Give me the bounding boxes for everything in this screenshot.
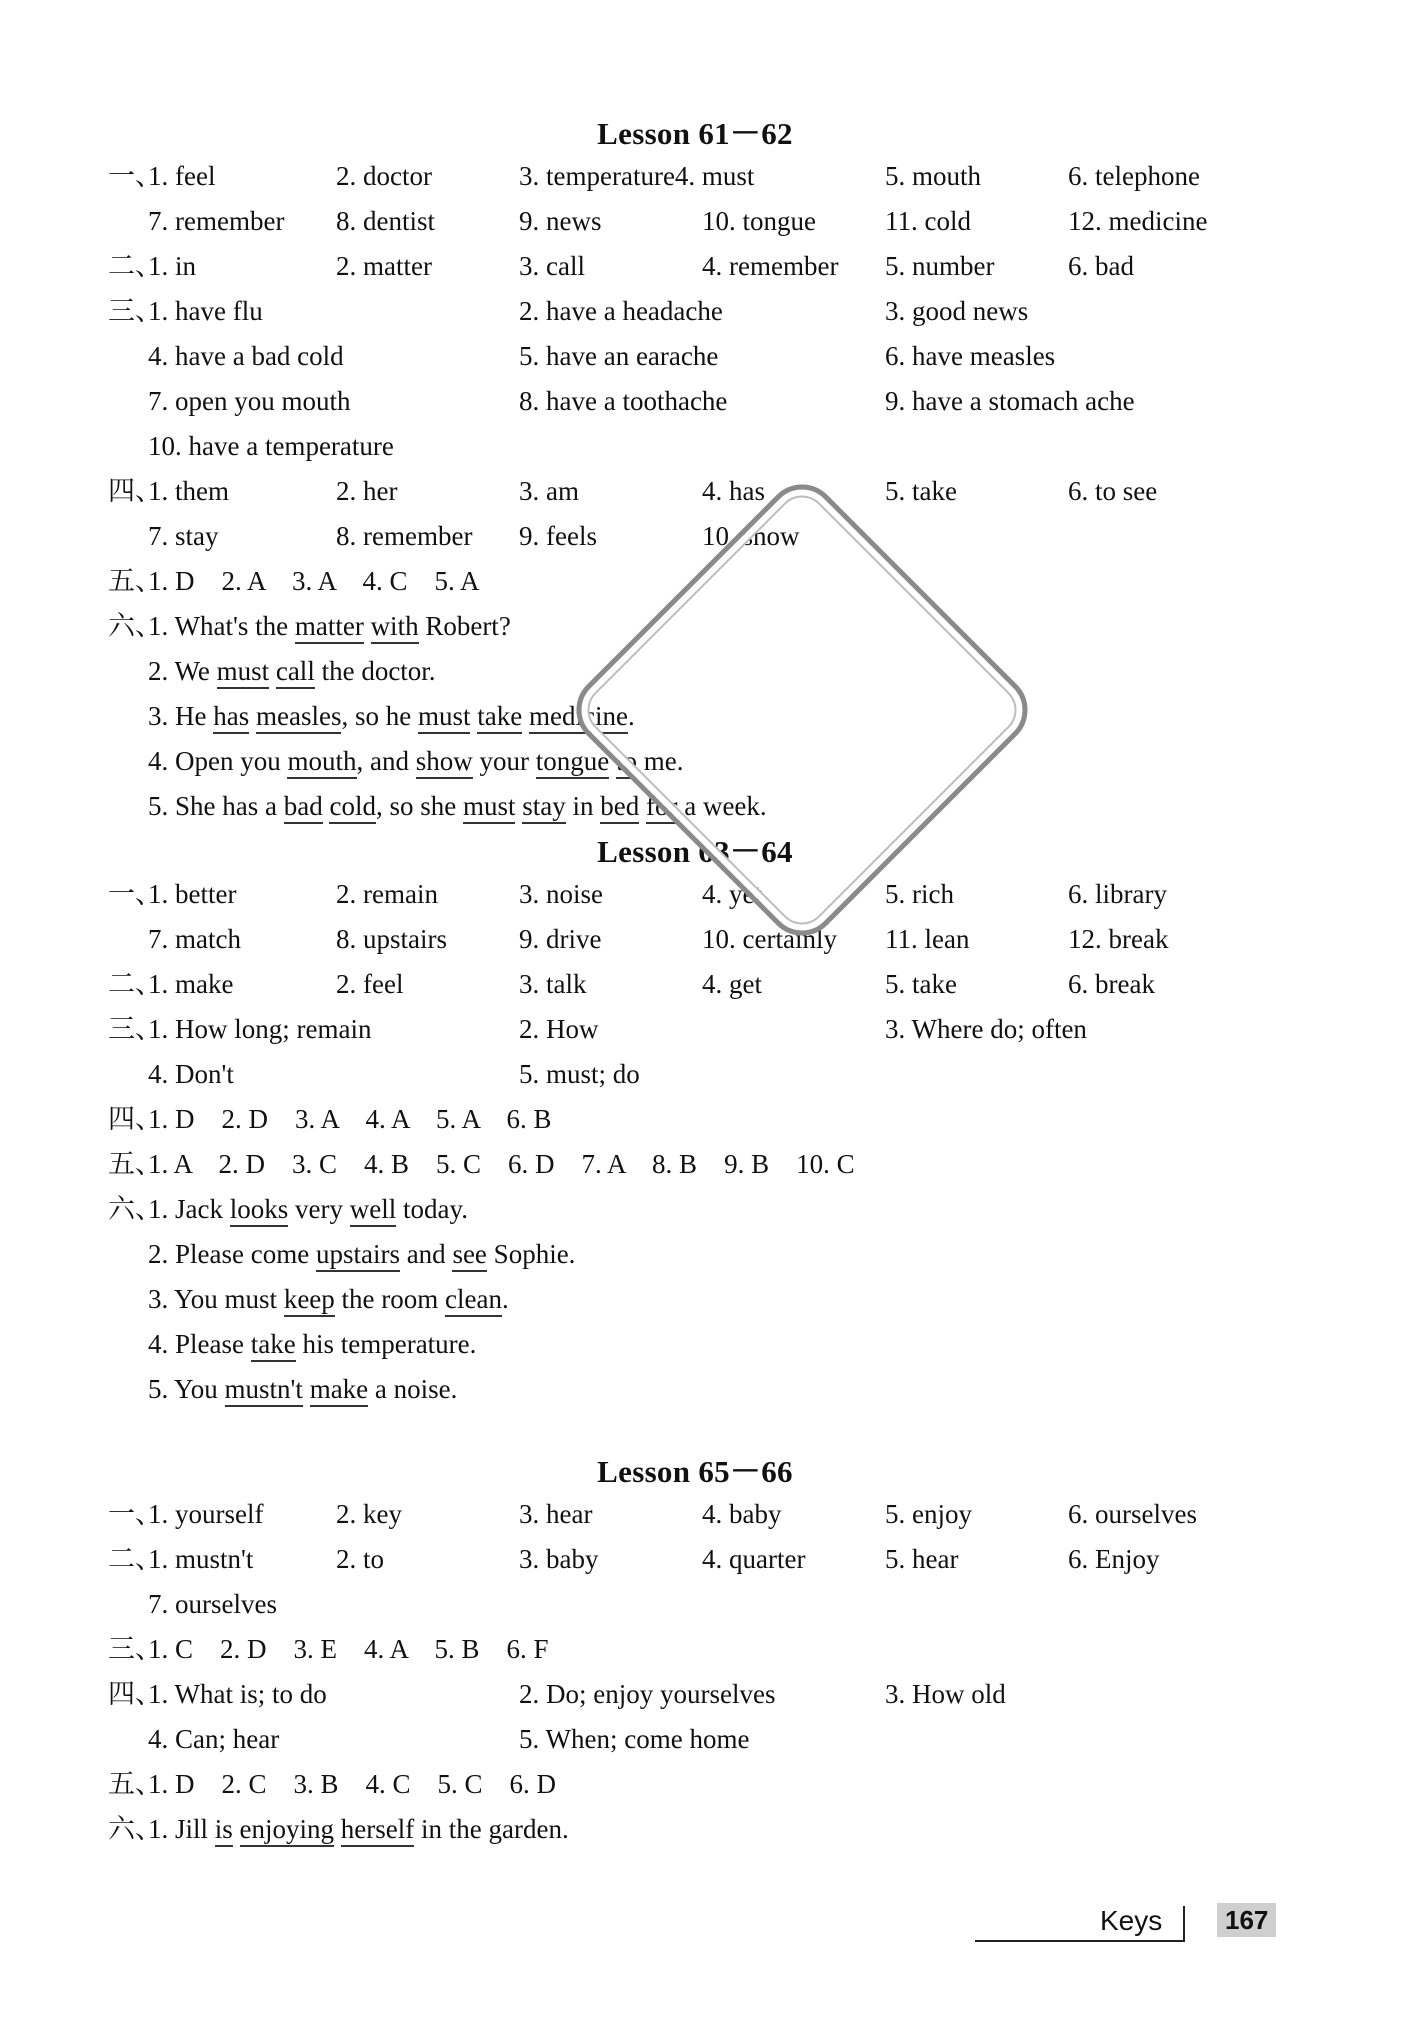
- answer-cell: 4. quarter: [702, 1544, 806, 1574]
- answer-cell: 10. show: [702, 521, 800, 551]
- sentence-text: 1. What's the: [148, 611, 295, 641]
- answer-cell: 1. better: [148, 879, 237, 909]
- answer-cell: 5. When; come home: [519, 1724, 750, 1754]
- underlined-answer: to: [616, 746, 637, 779]
- answer-cell: 2. to: [336, 1544, 385, 1574]
- underlined-answer: keep: [284, 1284, 335, 1317]
- answer-cell: 3. baby: [519, 1544, 599, 1574]
- answer-cell: 1. have flu: [148, 296, 263, 326]
- sentence: [148, 1232, 575, 1276]
- answer-line: [0, 1492, 1340, 1536]
- answer-line: [0, 962, 1340, 1006]
- answer-cell: 1. make: [148, 969, 234, 999]
- answer-line: [0, 1007, 1340, 1051]
- answer-cell: 11. cold: [885, 206, 971, 236]
- answer-line: [0, 1762, 1340, 1806]
- answer-cell: 5. must; do: [519, 1059, 640, 1089]
- answer-cell: 3. good news: [885, 296, 1029, 326]
- answer-cell: 1. yourself: [148, 1499, 264, 1529]
- section-title: Lesson 61－62: [597, 116, 793, 151]
- answer-line: [0, 1232, 1340, 1276]
- sentence: [148, 739, 684, 783]
- answer-cell: 1. D 2. A 3. A 4. C 5. A: [148, 566, 480, 596]
- sentence: [148, 784, 767, 828]
- answer-line: [0, 1097, 1340, 1141]
- answer-cell: 9. have a stomach ache: [885, 386, 1135, 416]
- answer-cell: 5. have an earache: [519, 341, 719, 371]
- sentence-text: [609, 746, 616, 776]
- sentence-text: 5. She has a: [148, 791, 284, 821]
- sentence-text: me.: [637, 746, 684, 776]
- underlined-answer: well: [350, 1194, 397, 1227]
- footer-label: Keys: [1100, 1905, 1163, 1936]
- underlined-answer: upstairs: [316, 1239, 400, 1272]
- answer-cell: 3. How old: [885, 1679, 1006, 1709]
- sentence-text: a noise.: [368, 1374, 458, 1404]
- answer-line: [0, 1187, 1340, 1231]
- underlined-answer: call: [276, 656, 315, 689]
- item-number: 四、: [108, 1679, 162, 1709]
- sentence: [148, 1187, 468, 1231]
- answer-cell: 6. have measles: [885, 341, 1056, 371]
- sentence-text: [233, 1814, 240, 1844]
- answer-cell: 3. talk: [519, 969, 587, 999]
- answer-line: [0, 1277, 1340, 1321]
- answer-cell: 4. have a bad cold: [148, 341, 344, 371]
- answer-cell: 5. take: [885, 969, 957, 999]
- answer-cell: 6. break: [1068, 969, 1155, 999]
- item-number: 五、: [108, 566, 162, 596]
- answer-cell: 2. her: [336, 476, 398, 506]
- answer-cell: 5. hear: [885, 1544, 959, 1574]
- answer-cell: 2. have a headache: [519, 296, 723, 326]
- answer-line: [0, 1052, 1340, 1096]
- underlined-answer: must: [463, 791, 516, 824]
- answer-cell: 2. key: [336, 1499, 402, 1529]
- answer-line: [0, 694, 1340, 738]
- item-number: 六、: [108, 1194, 162, 1224]
- answer-cell: 4. get: [702, 969, 762, 999]
- sentence-text: [303, 1374, 310, 1404]
- answer-cell: 4. has: [702, 476, 765, 506]
- item-number: 一、: [108, 161, 162, 191]
- answer-line: [0, 559, 1340, 603]
- sentence-text: very: [288, 1194, 350, 1224]
- answer-cell: 2. remain: [336, 879, 438, 909]
- underlined-answer: is: [215, 1814, 233, 1847]
- sentence-text: in the garden.: [414, 1814, 569, 1844]
- sentence-text: , so he: [341, 701, 418, 731]
- answer-line: [0, 289, 1340, 333]
- item-number: 二、: [108, 969, 162, 999]
- sentence-text: 5. You: [148, 1374, 225, 1404]
- underlined-answer: bed: [600, 791, 639, 824]
- underlined-answer: mustn't: [225, 1374, 303, 1407]
- underlined-answer: take: [477, 701, 522, 734]
- sentence-text: , so she: [375, 791, 463, 821]
- item-number: 一、: [108, 1499, 162, 1529]
- footer-rule: [975, 1940, 1183, 1942]
- answer-line: [0, 334, 1340, 378]
- underlined-answer: bad: [284, 791, 323, 824]
- sentence-text: 2. Please come: [148, 1239, 316, 1269]
- sentence-text: 4. Open you: [148, 746, 288, 776]
- answer-cell: 5. take: [885, 476, 957, 506]
- sentence-text: his temperature.: [295, 1329, 477, 1359]
- sentence-text: 1. Jack: [148, 1194, 230, 1224]
- sentence-text: [269, 656, 276, 686]
- sentence-text: [639, 791, 646, 821]
- answer-cell: 3. hear: [519, 1499, 593, 1529]
- answer-line: [0, 917, 1340, 961]
- answer-line: [0, 469, 1340, 513]
- answer-cell: 1. How long; remain: [148, 1014, 372, 1044]
- answer-cell: 7. match: [148, 924, 241, 954]
- answer-cell: 1. mustn't: [148, 1544, 254, 1574]
- sentence-text: [364, 611, 371, 641]
- item-number: 六、: [108, 1814, 162, 1844]
- underlined-answer: for: [646, 791, 677, 824]
- underlined-answer: clean: [445, 1284, 502, 1317]
- sentence-text: today.: [396, 1194, 468, 1224]
- sentence-text: the doctor.: [314, 656, 436, 686]
- answer-cell: 1. C 2. D 3. E 4. A 5. B 6. F: [148, 1634, 549, 1664]
- sentence-text: in: [565, 791, 601, 821]
- underlined-answer: medicine: [529, 701, 628, 734]
- answer-cell: 12. medicine: [1068, 206, 1208, 236]
- answer-cell: 6. Enjoy: [1068, 1544, 1160, 1574]
- answer-cell: 6. bad: [1068, 251, 1134, 281]
- answer-line: [0, 649, 1340, 693]
- item-number: 二、: [108, 251, 162, 281]
- answer-cell: 12. break: [1068, 924, 1169, 954]
- sentence-text: [334, 1814, 341, 1844]
- answer-line: [0, 154, 1340, 198]
- sentence-text: .: [627, 701, 635, 731]
- answer-line: [0, 1537, 1340, 1581]
- item-number: 三、: [108, 1014, 162, 1044]
- answer-line: [0, 244, 1340, 288]
- sentence: [148, 1807, 569, 1851]
- sentence: [148, 649, 436, 693]
- underlined-answer: measles: [256, 701, 341, 734]
- answer-cell: 6. to see: [1068, 476, 1158, 506]
- answer-line: [0, 1807, 1340, 1851]
- answer-cell: 1. What is; to do: [148, 1679, 327, 1709]
- answer-line: [0, 604, 1340, 648]
- underlined-answer: cold: [329, 791, 376, 824]
- answer-cell: 3. am: [519, 476, 579, 506]
- underlined-answer: matter: [295, 611, 364, 644]
- answer-cell: 8. upstairs: [336, 924, 447, 954]
- answer-cell: 9. news: [519, 206, 602, 236]
- sentence-text: a week.: [677, 791, 767, 821]
- underlined-answer: stay: [522, 791, 566, 824]
- sentence-text: [522, 701, 529, 731]
- answer-cell: 1. in: [148, 251, 197, 281]
- answer-line: [0, 1322, 1340, 1366]
- answer-cell: 7. stay: [148, 521, 219, 551]
- answer-cell: 5. enjoy: [885, 1499, 972, 1529]
- answer-line: [0, 1582, 1340, 1626]
- underlined-answer: see: [452, 1239, 486, 1272]
- answer-cell: 6. ourselves: [1068, 1499, 1197, 1529]
- answer-cell: 5. rich: [885, 879, 954, 909]
- footer-divider: [1183, 1906, 1185, 1942]
- answer-cell: 4. baby: [702, 1499, 782, 1529]
- item-number: 二、: [108, 1544, 162, 1574]
- section-title: Lesson 65－66: [597, 1454, 793, 1489]
- answer-cell: 5. number: [885, 251, 995, 281]
- sentence-text: 3. He: [148, 701, 214, 731]
- answer-cell: 7. remember: [148, 206, 285, 236]
- answer-cell: 4. remember: [702, 251, 839, 281]
- item-number: 一、: [108, 879, 162, 909]
- sentence-text: your: [472, 746, 536, 776]
- sentence-text: Sophie.: [486, 1239, 576, 1269]
- answer-cell: 9. drive: [519, 924, 602, 954]
- answer-line: [0, 199, 1340, 243]
- answer-line: [0, 1717, 1340, 1761]
- answer-line: [0, 1672, 1340, 1716]
- item-number: 五、: [108, 1769, 162, 1799]
- section-title: Lesson 63－64: [597, 834, 793, 869]
- answer-cell: 1. D 2. D 3. A 4. A 5. A 6. B: [148, 1104, 552, 1134]
- answer-cell: 2. doctor: [336, 161, 432, 191]
- sentence: [148, 604, 511, 648]
- answer-cell: 1. them: [148, 476, 229, 506]
- answer-cell: 10. have a temperature: [148, 431, 394, 461]
- answer-line: [0, 1367, 1340, 1411]
- underlined-answer: mouth: [287, 746, 356, 779]
- answer-line: [0, 1627, 1340, 1671]
- answer-cell: 3. Where do; often: [885, 1014, 1087, 1044]
- underlined-answer: show: [416, 746, 473, 779]
- page-number: 167: [1217, 1903, 1276, 1937]
- answer-cell: 10. certainly: [702, 924, 837, 954]
- underlined-answer: take: [251, 1329, 296, 1362]
- item-number: 四、: [108, 476, 162, 506]
- sentence-text: 1. Jill: [148, 1814, 215, 1844]
- answer-cell: 1. A 2. D 3. C 4. B 5. C 6. D 7. A 8. B 9. B 10. C: [148, 1149, 855, 1179]
- answer-cell: 2. feel: [336, 969, 404, 999]
- sentence: [148, 1322, 476, 1366]
- sentence-text: 4. Please: [148, 1329, 251, 1359]
- underlined-answer: with: [371, 611, 419, 644]
- answer-line: [0, 1142, 1340, 1186]
- item-number: 三、: [108, 296, 162, 326]
- underlined-answer: looks: [230, 1194, 289, 1227]
- answer-cell: 11. lean: [885, 924, 970, 954]
- answer-cell: 3. temperature4. must: [519, 161, 755, 191]
- sentence-text: .: [501, 1284, 509, 1314]
- sentence-text: the room: [334, 1284, 446, 1314]
- answer-cell: 6. telephone: [1068, 161, 1200, 191]
- answer-cell: 2. How: [519, 1014, 599, 1044]
- sentence-text: 3. You must: [148, 1284, 284, 1314]
- sentence: [148, 1277, 509, 1321]
- answer-cell: 8. have a toothache: [519, 386, 728, 416]
- answer-cell: 4. yet: [702, 879, 762, 909]
- underlined-answer: has: [213, 701, 249, 734]
- answer-line: [0, 739, 1340, 783]
- answer-cell: 7. ourselves: [148, 1589, 277, 1619]
- answer-cell: 4. Can; hear: [148, 1724, 280, 1754]
- answer-cell: 6. library: [1068, 879, 1167, 909]
- sentence-text: Robert?: [418, 611, 511, 641]
- answer-cell: 1. feel: [148, 161, 216, 191]
- item-number: 五、: [108, 1149, 162, 1179]
- item-number: 四、: [108, 1104, 162, 1134]
- answer-cell: 2. Do; enjoy yourselves: [519, 1679, 776, 1709]
- answer-cell: 8. dentist: [336, 206, 435, 236]
- underlined-answer: must: [418, 701, 471, 734]
- underlined-answer: herself: [341, 1814, 414, 1847]
- answer-line: [0, 379, 1340, 423]
- answer-cell: 9. feels: [519, 521, 597, 551]
- answer-line: [0, 872, 1340, 916]
- answer-cell: 1. D 2. C 3. B 4. C 5. C 6. D: [148, 1769, 557, 1799]
- underlined-answer: must: [217, 656, 270, 689]
- sentence: [148, 694, 635, 738]
- answer-line: [0, 784, 1340, 828]
- answer-cell: 7. open you mouth: [148, 386, 351, 416]
- answer-cell: 4. Don't: [148, 1059, 234, 1089]
- answer-line: [0, 514, 1340, 558]
- answer-cell: 8. remember: [336, 521, 473, 551]
- answer-cell: 2. matter: [336, 251, 432, 281]
- sentence-text: , and: [356, 746, 416, 776]
- sentence-text: [249, 701, 256, 731]
- answer-cell: 5. mouth: [885, 161, 982, 191]
- answer-line: [0, 424, 1340, 468]
- answer-cell: 3. call: [519, 251, 585, 281]
- item-number: 三、: [108, 1634, 162, 1664]
- answer-cell: 3. noise: [519, 879, 603, 909]
- sentence-text: 2. We: [148, 656, 217, 686]
- underlined-answer: make: [310, 1374, 368, 1407]
- answer-cell: 10. tongue: [702, 206, 816, 236]
- item-number: 六、: [108, 611, 162, 641]
- sentence: [148, 1367, 457, 1411]
- sentence-text: and: [399, 1239, 453, 1269]
- underlined-answer: enjoying: [240, 1814, 335, 1847]
- underlined-answer: tongue: [536, 746, 610, 779]
